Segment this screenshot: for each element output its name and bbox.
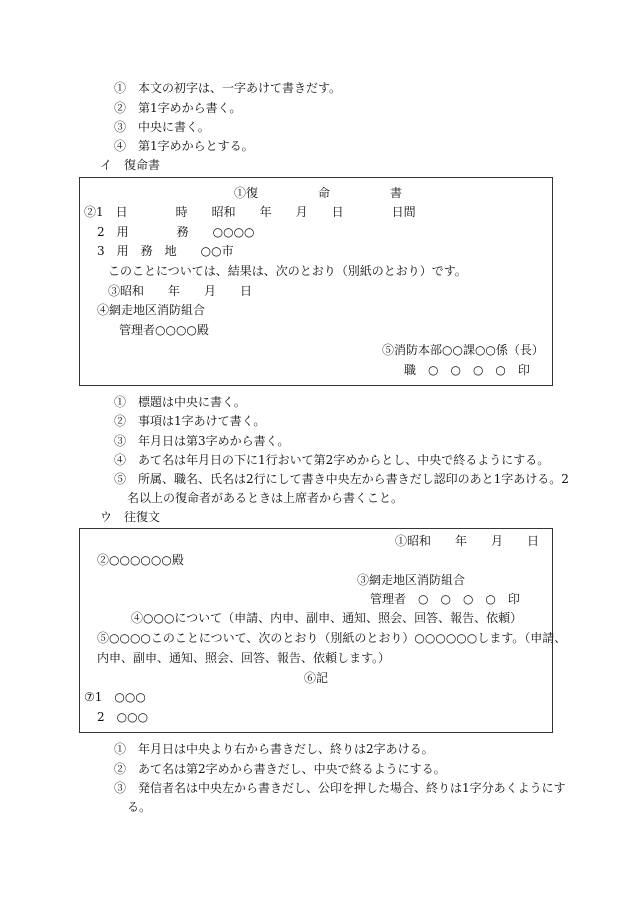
oufuku-item-1: ⑦1 ○○○ [84,690,146,704]
oufuku-addressee: ②○○○○○○殿 [97,553,184,567]
oufuku-item-2: 2 ○○○ [97,710,149,724]
note-b-1: ① 標題は中央に書く。 [114,395,246,409]
note-b-5-cont: 名以上の復命者があるときは上席者から書くこと。 [127,491,404,505]
note-b-2: ② 事項は1字あけて書く。 [114,414,266,428]
note-a-1: ① 本文の初字は、一字あけて書きだす。 [114,81,342,95]
note-c-3: ③ 発信者名は中央左から書きだし、公印を押した場合、終りは1字分あくようにす [114,781,566,795]
note-a-2: ② 第1字めから書く。 [114,101,242,115]
note-a-3: ③ 中央に書く。 [114,120,210,134]
fukumei-sender-dept: ⑤消防本部○○課○○係（長） [382,343,544,357]
oufuku-sender-org: ③網走地区消防組合 [357,573,466,587]
fukumei-body: このことについては、結果は、次のとおり（別紙のとおり）です。 [108,264,467,278]
oufuku-date: ①昭和 年 月 日 [395,534,540,548]
section-heading-fukumei: イ 復命書 [100,158,161,172]
note-c-1: ① 年月日は中央より右から書きだし、終りは2字あける。 [114,742,434,756]
note-b-4: ④ あて名は年月日の下に1行おいて第2字めからとし、中央で終るようにする。 [114,453,550,467]
note-b-5: ⑤ 所属、職名、氏名は2行にして書き中央左から書きだし認印のあと1字あける。2 [114,472,569,486]
fukumei-title: ①復 命 書 [234,186,403,200]
oufuku-body-line-1: ⑤○○○○このことについて、次のとおり（別紙のとおり）○○○○○○します。（申請、 [97,631,567,645]
note-a-4: ④ 第1字めからとする。 [114,139,254,153]
note-c-3-cont: る。 [127,800,152,814]
oufuku-subject: ④○○○について（申請、内申、副申、通知、照会、回答、報告、依頼） [131,611,523,625]
fukumei-row-date: ②1 日 時 昭和 年 月 日 日間 [84,205,416,219]
fukumei-addressee-org: ④網走地区消防組合 [97,303,206,317]
section-heading-oufuku: ウ 往復文 [100,510,161,524]
fukumei-addressee: 管理者○○○○殿 [119,323,209,337]
fukumei-sender-name: 職 ○ ○ ○ ○ 印 [404,363,530,377]
note-c-2: ② あて名は第2字めから書きだし、中央で終るようにする。 [114,762,446,776]
fukumei-row-place: 3 用 務 地 ○○市 [97,244,234,258]
oufuku-sender-name: 管理者 ○ ○ ○ ○ 印 [370,592,520,606]
fukumei-row-purpose: 2 用 務 ○○○○ [97,225,255,239]
oufuku-body-line-2: 内申、副申、通知、照会、回答、報告、依頼します。） [97,651,391,665]
note-b-3: ③ 年月日は第3字めから書く。 [114,434,290,448]
oufuku-ki: ⑥記 [304,671,329,685]
fukumei-date: ③昭和 年 月 日 [108,284,253,298]
